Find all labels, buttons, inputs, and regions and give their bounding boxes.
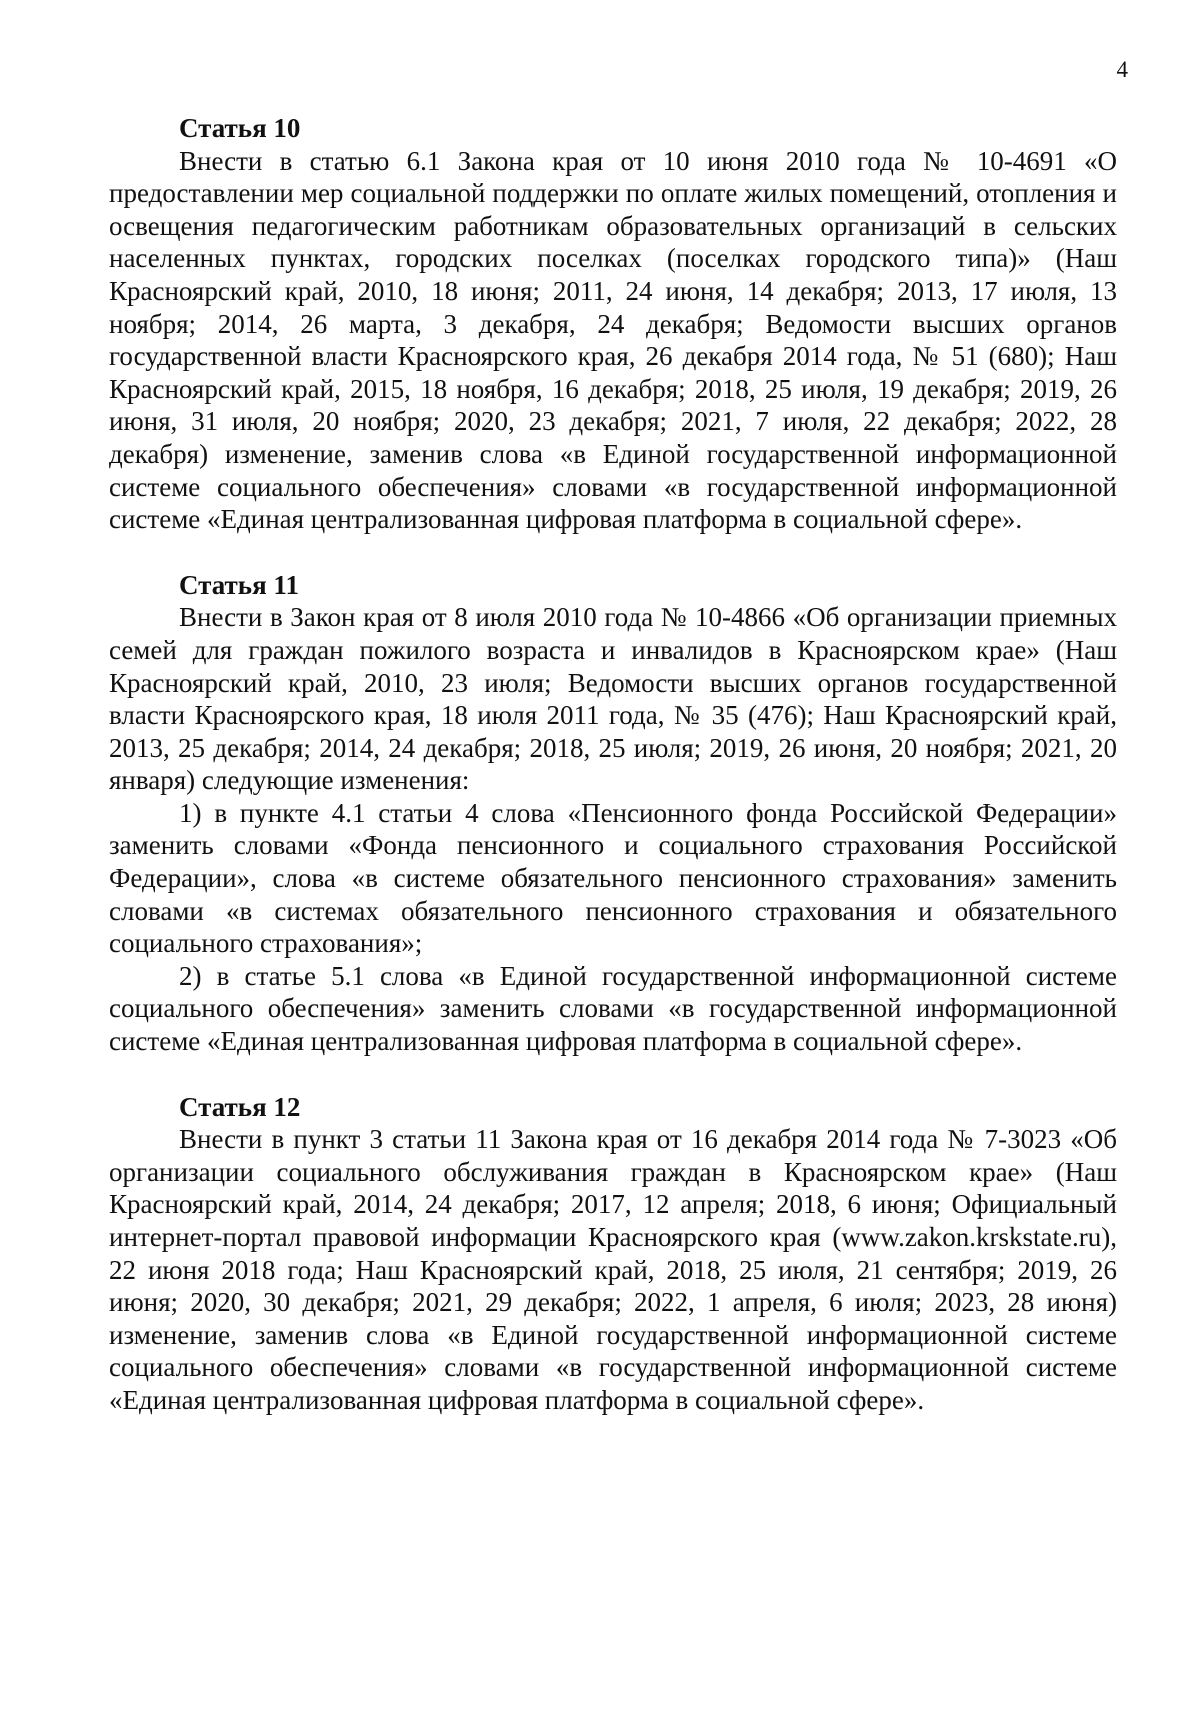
article-paragraph: Внести в статью 6.1 Закона края от 10 июня 2010 года № 10-4691 «О предоставлении мер социальной поддержки по оплате жилых помещений, отопления и освещения педагогическим работникам образовательных организаций в сельских населенных пунктах, городских поселках (поселках городского типа)» (Наш Красноярский край, 2010, 18 июня; 2011, 24 июня, 14 декабря; 2013, 17 июля, 13 ноября; 2014, 26 марта, 3 декабря, 24 декабря; Ведомости высших органов государственной власти Красноярского края, 26 декабря 2014 года, № 51 (680); Наш Красноярский край, 2015, 18 ноября, 16 декабря; 2018, 25 июля, 19 декабря; 2019, 26 июня, 31 июля, 20 ноября; 2020, 23 декабря; 2021, 7 июля, 22 декабря; 2022, 28 декабря) изменение, заменив слова «в Единой государственной информационной системе социального обеспечения» словами «в государственной информационной системе «Единая централизованная цифровая платформа в социальной сфере». bbox=[109, 145, 1117, 535]
article-title: Статья 12 bbox=[179, 1091, 301, 1122]
article-title: Статья 11 bbox=[179, 569, 299, 600]
article-paragraph: Внести в Закон края от 8 июля 2010 года № 10-4866 «Об организации приемных семей для граждан пожилого возраста и инвалидов в Красноярском крае» (Наш Красноярский край, 2010, 23 июля; Ведомости высших органов государственной власти Красноярского края, 18 июля 2011 года, № 35 (476); Наш Красноярский край, 2013, 25 декабря; 2014, 24 декабря; 2018, 25 июля; 2019, 26 июня, 20 ноября; 2021, 20 января) следующие изменения: bbox=[109, 602, 1117, 796]
article-paragraph: Внести в пункт 3 статьи 11 Закона края от 16 декабря 2014 года № 7-3023 «Об организации социального обслуживания граждан в Красноярском крае» (Наш Красноярский край, 2014, 24 декабря; 2017, 12 апреля; 2018, 6 июня; Официальный интернет-портал правовой информации Красноярского края (www.zakon.krskstate.ru), 22 июня 2018 года; Наш Красноярский край, 2018, 25 июля, 21 сентября; 2019, 26 июня; 2020, 30 декабря; 2021, 29 декабря; 2022, 1 апреля, 6 июля; 2023, 28 июня) изменение, заменив слова «в Единой государственной информационной системе социального обеспечения» словами «в государственной информационной системе «Единая централизованная цифровая платформа в социальной сфере». bbox=[109, 1124, 1117, 1415]
article-paragraph: 2) в статье 5.1 слова «в Единой государственной информационной системе социального обеспечения» заменить словами «в государственной информационной системе «Единая централизованная цифровая платформа в социальной сфере». bbox=[109, 960, 1117, 1057]
article-10 bbox=[109, 112, 1117, 536]
document-body bbox=[109, 112, 1117, 1417]
article-12 bbox=[109, 1091, 1117, 1417]
article-11 bbox=[109, 569, 1117, 1058]
page-number: 4 bbox=[1116, 57, 1128, 82]
article-title: Статья 10 bbox=[179, 113, 301, 143]
article-paragraph: 1) в пункте 4.1 статьи 4 слова «Пенсионного фонда Российской Федерации» заменить словами «Фонда пенсионного и социального страхования Российской Федерации», слова «в системе обязательного пенсионного страхования» заменить словами «в системах обязательного пенсионного страхования и обязательного социального страхования»; bbox=[109, 797, 1117, 959]
